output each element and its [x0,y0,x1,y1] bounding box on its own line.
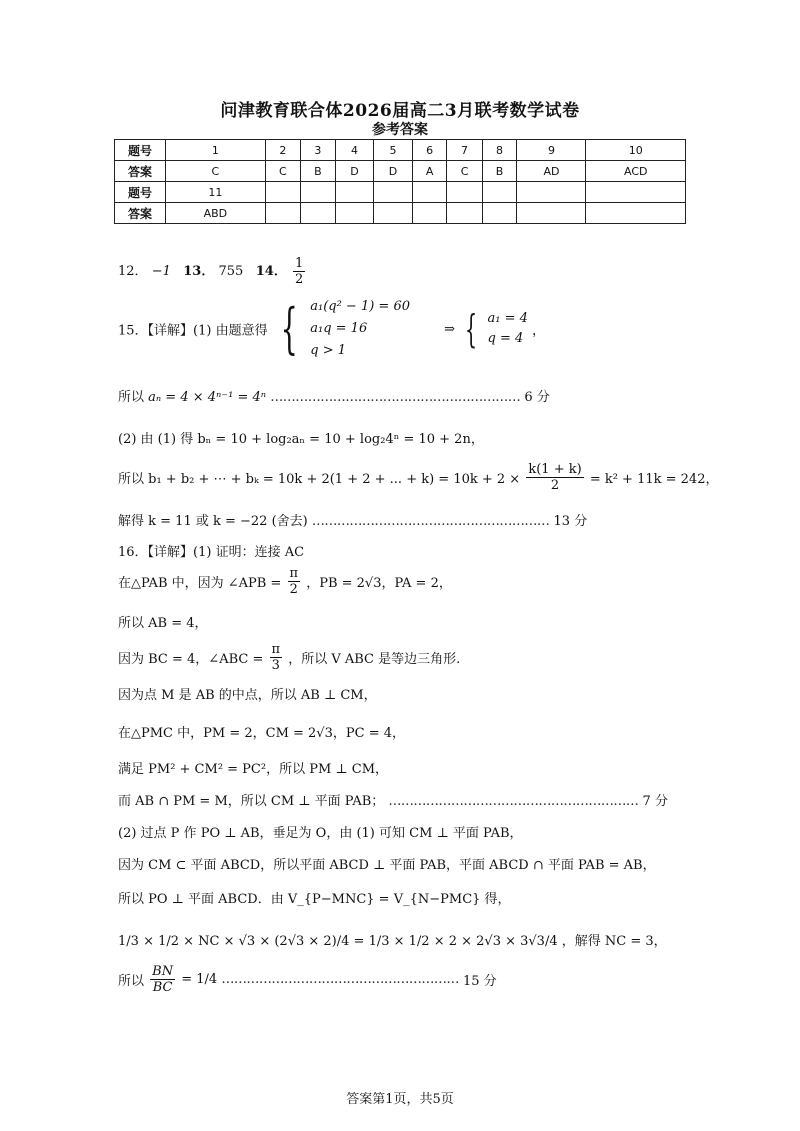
q15-an-score: 6 分 [524,390,550,405]
table-cell [447,203,482,224]
table-cell [517,182,586,203]
row-label: 题号 [115,182,166,203]
table-cell: 7 [447,140,482,161]
q15-eq3: q > 1 [310,343,346,358]
q15-sum-suffix: = k² + 11k = 242， [589,472,719,487]
table-cell: AD [517,161,586,182]
q15-solve-line [118,510,587,529]
table-cell [586,182,686,203]
table-cell: 4 [335,140,374,161]
q15-res2: q = 4 [487,331,524,346]
q16-ratio-prefix: 所以 [118,974,145,989]
table-cell: D [374,161,413,182]
q15-system: 15．【详解】(1) 由题意得 { a₁(q² − 1) = 60 a₁q = 16 q > 1 ⇒ { a₁ = 4 q = 4 ， [118,297,546,360]
q14-denominator: 2 [294,272,304,287]
table-cell: ACD [586,161,686,182]
brace-icon: { [465,307,478,351]
table-cell: C [265,161,300,182]
q14-fraction [293,256,305,287]
q16-line6: 满足 PM² + CM² = PC²，所以 PM ⊥ CM， [118,762,389,777]
q16-vol-left: × 1/2 × NC × √3 × (2√3 × 2)/4 = 1/3 × 1/2 × 2 × 2√3 × 3√3/4 [143,934,558,949]
q16-ratio-val: = 1/4 [181,972,218,987]
row-label: 答案 [115,161,166,182]
q15-an-line [118,386,550,405]
q16-line2: 所以 AB = 4， [118,616,208,631]
table-cell: C [447,161,482,182]
q16-l3-den: 3 [271,658,280,673]
q16-l3-fraction [270,642,283,673]
q15-eq1: a₁(q² − 1) = 60 [310,299,411,314]
table-row [115,161,686,182]
table-cell [482,182,517,203]
q16-l3-b: ，所以 V ABC 是等边三角形. [288,652,461,667]
q12-label: 12． [118,264,148,279]
table-cell [374,182,413,203]
page-title: 问津教育联合体2026届高二3月联考数学试卷 [220,101,580,121]
q16-l3-a: 因为 BC = 4，∠ABC = [118,652,264,667]
table-cell [586,203,686,224]
q15-sum-fraction [526,462,583,493]
table-row [115,203,686,224]
fill-answers [118,256,307,287]
q16-line1 [118,566,452,597]
row-label: 答案 [115,203,166,224]
q14-numerator: 1 [294,256,304,271]
q15-res1: a₁ = 4 [487,311,528,326]
q15-an-prefix: 所以 [118,390,145,405]
q15-results [488,309,528,349]
table-cell: 3 [301,140,336,161]
q15-sum-denominator: 2 [550,478,560,493]
table-cell: B [301,161,336,182]
q16-l1-num: π [289,566,299,581]
table-cell [482,203,517,224]
q15-equations [310,296,410,362]
q15-sum-numerator: k(1 + k) [528,462,582,477]
q16-line4: 因为点 M 是 AB 的中点，所以 AB ⊥ CM， [118,688,377,703]
q16-line10: 所以 PO ⊥ 平面 ABCD．由 V_{P−MNC} = V_{N−PMC} 得， [118,892,511,907]
q16-ratio-num: BN [152,964,174,979]
q16-line5: 在△PMC 中，PM = 2，CM = 2√3，PC = 4， [118,726,405,741]
q15-bn-line: (2) 由 (1) 得 bₙ = 10 + log₂aₙ = 10 + log₂4ⁿ = 10 + 2n， [118,432,484,447]
brace-icon: { [280,297,298,360]
page-footer: 答案第1页，共5页 [346,1092,454,1107]
table-cell [301,203,336,224]
q16-ratio-den: BC [152,980,173,995]
dot-leader: …………………………………………………… [270,390,521,405]
page-subtitle: 参考答案 [372,122,428,138]
q15-solve-score: 13 分 [553,514,588,529]
q16-line3 [118,642,460,673]
table-cell: 9 [517,140,586,161]
table-cell: D [335,161,374,182]
q13-answer: 755 [218,264,244,279]
q16-intro: 16．【详解】(1) 证明：连接 AC [118,545,305,560]
q16-l1-b: ，PB = 2√3，PA = 2， [306,576,452,591]
dot-leader: ………………………………………………… [221,972,459,987]
table-cell [412,203,447,224]
q15-solve-text: 解得 k = 11 或 k = −22 (舍去) [118,514,308,529]
table-row [115,182,686,203]
q16-l7-text: 而 AB ∩ PM = M，所以 CM ⊥ 平面 PAB； [118,794,385,809]
q16-l1-fraction [288,566,301,597]
q16-l7-score: 7 分 [642,794,668,809]
q16-vol-1-3: 1/3 [118,934,139,949]
q15-intro: 15．【详解】(1) 由题意得 [118,323,268,339]
q12-answer: −1 [151,264,171,279]
table-row [115,140,686,161]
dot-leader: ………………………………………………… [311,514,550,529]
table-cell [412,182,447,203]
q16-line8: (2) 过点 P 作 PO ⊥ AB，垂足为 O，由 (1) 可知 CM ⊥ 平面 PAB， [118,826,523,841]
q16-ratio-score: 15 分 [462,974,497,989]
q16-ratio-line [118,964,497,995]
q15-an-expr: aₙ = 4 × 4ⁿ⁻¹ = 4ⁿ [148,390,267,405]
table-cell: 5 [374,140,413,161]
q15-eq2: a₁q = 16 [310,321,368,336]
q14-label: 14． [255,264,287,279]
table-cell: 1 [166,140,266,161]
table-cell [265,203,300,224]
table-cell [265,182,300,203]
q16-ratio-fraction [150,964,175,995]
implies-icon: ⇒ [444,321,456,337]
q16-l3-num: π [271,642,281,657]
table-cell [335,182,374,203]
q15-sum-line [118,462,718,493]
row-label: 题号 [115,140,166,161]
table-cell: ABD [166,203,266,224]
q16-l1-a: 在△PAB 中，因为 ∠APB = [118,576,282,591]
q16-line7 [118,790,668,809]
table-cell: 10 [586,140,686,161]
table-cell [374,203,413,224]
table-cell: A [412,161,447,182]
table-cell [447,182,482,203]
q15-sum-prefix: 所以 b₁ + b₂ + ⋯ + bₖ = 10k + 2(1 + 2 + ... + k) = 10k + 2 × [118,472,521,487]
q13-label: 13． [183,264,215,279]
table-cell [517,203,586,224]
table-cell: C [166,161,266,182]
q16-l1-den: 2 [289,582,298,597]
table-cell: B [482,161,517,182]
table-cell: 6 [412,140,447,161]
table-cell: 8 [482,140,517,161]
q16-vol-solve: ，解得 NC = 3， [561,934,667,949]
dot-leader: …………………………………………………… [388,794,639,809]
table-cell [301,182,336,203]
q16-line9: 因为 CM ⊂ 平面 ABCD，所以平面 ABCD ⊥ 平面 PAB，平面 ABCD ∩ 平面 PAB = AB， [118,858,656,873]
q16-volume-line [118,930,667,949]
table-cell [335,203,374,224]
table-cell: 11 [166,182,266,203]
answer-table [114,139,686,224]
table-cell: 2 [265,140,300,161]
